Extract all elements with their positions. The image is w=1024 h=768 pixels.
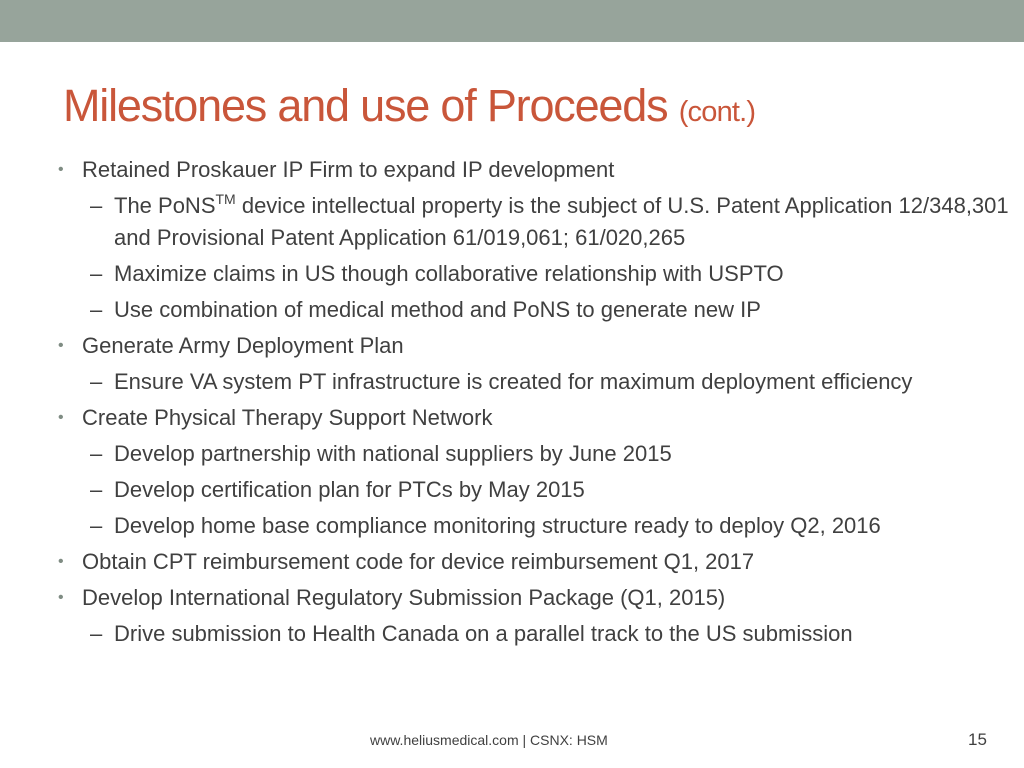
bullet-dot-icon: • — [58, 409, 64, 426]
dash-icon: – — [90, 261, 103, 286]
sub-bullet-item — [56, 618, 1016, 650]
top-accent-bar — [0, 0, 1024, 42]
dash-icon: – — [90, 621, 103, 646]
dash-icon: – — [90, 513, 103, 538]
bullet-text: Retained Proskauer IP Firm to expand IP development — [82, 157, 615, 182]
dash-icon: – — [90, 193, 103, 218]
sub-bullet-text: Maximize claims in US though collaborative relationship with USPTO — [114, 261, 784, 286]
sub-bullet-item — [56, 474, 1016, 506]
sub-bullet-item — [56, 190, 1016, 254]
bullet-item — [56, 582, 1016, 614]
sub-bullet-text: Ensure VA system PT infrastructure is created for maximum deployment efficiency — [114, 369, 913, 394]
bullet-item — [56, 154, 1016, 186]
sub-bullet-text: Develop certification plan for PTCs by May 2015 — [114, 477, 585, 502]
sub-bullet-item — [56, 510, 1016, 542]
page-number: 15 — [968, 730, 987, 749]
slide-title-suffix: (cont.) — [678, 96, 756, 128]
bullet-dot-icon: • — [58, 553, 64, 570]
sub-bullet-item — [56, 366, 1016, 398]
dash-icon: – — [90, 441, 103, 466]
slide-title-main: Milestones and use of Proceeds — [63, 80, 668, 131]
bullet-text: Obtain CPT reimbursement code for device reimbursement Q1, 2017 — [82, 549, 755, 574]
footer-website: www.heliusmedical.com | CSNX: HSM — [370, 732, 608, 748]
bullet-dot-icon: • — [58, 337, 64, 354]
sub-bullet-text-start: The PoNS — [114, 193, 216, 218]
bullet-dot-icon: • — [58, 589, 64, 606]
sub-bullet-text-rest: device intellectual property is the subject of U.S. Patent Application 12/348,301 and Provisional Patent Application 61/019,061; 61/020,265 — [114, 193, 1009, 250]
bullet-text: Generate Army Deployment Plan — [82, 333, 404, 358]
dash-icon: – — [90, 369, 103, 394]
dash-icon: – — [90, 477, 103, 502]
bullet-item — [56, 402, 1016, 434]
trademark-superscript: TM — [215, 190, 236, 207]
slide-title — [63, 78, 755, 140]
bullet-text: Create Physical Therapy Support Network — [82, 405, 493, 430]
sub-bullet-text: Develop partnership with national suppliers by June 2015 — [114, 441, 672, 466]
sub-bullet-text: Develop home base compliance monitoring structure ready to deploy Q2, 2016 — [114, 513, 881, 538]
sub-bullet-item — [56, 258, 1016, 290]
bullet-dot-icon: • — [58, 161, 64, 178]
bullet-item — [56, 546, 1016, 578]
dash-icon: – — [90, 297, 103, 322]
sub-bullet-text: Drive submission to Health Canada on a parallel track to the US submission — [114, 621, 853, 646]
sub-bullet-text: Use combination of medical method and PoNS to generate new IP — [114, 297, 761, 322]
bullet-item — [56, 330, 1016, 362]
sub-bullet-item — [56, 294, 1016, 326]
bullet-text: Develop International Regulatory Submission Package (Q1, 2015) — [82, 585, 726, 610]
sub-bullet-item — [56, 438, 1016, 470]
bullet-list — [56, 150, 1016, 650]
